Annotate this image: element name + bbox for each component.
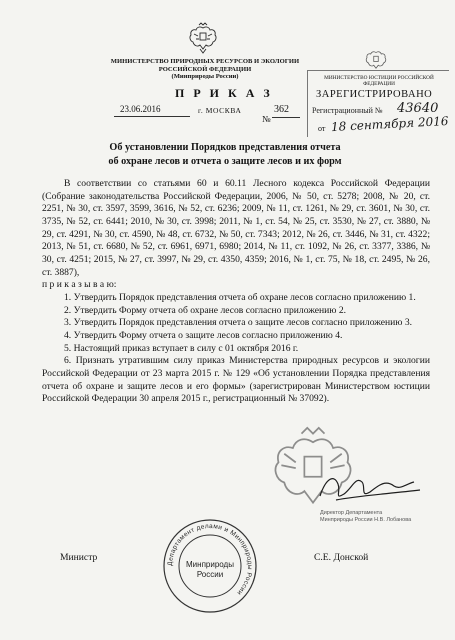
- seal-ring-text: Департамент делами и Минприроды России: [166, 522, 254, 597]
- signature-scribble: [316, 470, 426, 510]
- justice-emblem-icon: [364, 48, 388, 72]
- stamp-from-value: 18 сентября 2016: [330, 113, 449, 135]
- seal-center-line-2: России: [196, 570, 224, 579]
- seal-center-line-1: Минприроды: [186, 560, 234, 569]
- title-line-2: об охране лесов и отчета о защите лесов и их форм: [108, 156, 342, 167]
- order-number: 362: [274, 104, 289, 115]
- russian-emblem-icon: [188, 22, 218, 54]
- order-city: г. МОСКВА: [198, 106, 242, 115]
- preamble-paragraph: В соответствии со статьями 60 и 60.11 Лесного кодекса Российской Федерации (Собрание законодательства Российской Федерации, 2006, № 50, ст. 5278; 2008, № 20, ст. 2251, № 30, ст. 3597, 3599, 3616, № 52, ст. 6236; 2009, № 11, ст. 1261, № 29, ст. 3601, № 30, ст. 3735, № 52, ст. 6441; 2010, № 30, ст. 3998; 2011, № 1, ст. 54, № 25, ст. 3530, № 27, ст. 3880, № 29, ст. 4291, № 30, ст. 4590, № 48, ст. 6732, № 50, ст. 7343; 2012, № 26, ст. 3446, № 31, ст. 4322; 2013, № 51, ст. 6680, № 52, ст. 6961, 6971, 6980; 2014, № 11, ст. 1092, № 26, ст. 3377, 3386, № 30, ст. 4251; 2015, № 27, ст. 3997, № 29, ст. 4350, 4359; 2016, № 1, ст. 75, № 18, ст. 2495, № 26, ст. 3887),: [42, 178, 430, 278]
- order-date: 23.06.2016: [120, 104, 161, 114]
- number-underline: [272, 117, 300, 118]
- stamp-reg-no-label: Регистрационный №: [312, 106, 383, 115]
- order-item-3: 3. Утвердить Порядок представления отчета о защите лесов согласно приложению 3.: [64, 317, 413, 329]
- stamp-from-label: от: [318, 124, 326, 133]
- document-body: [42, 178, 430, 406]
- order-item-5: 5. Настоящий приказ вступает в силу с 01 октября 2016 г.: [64, 342, 299, 354]
- signatory-name: С.Е. Донской: [314, 552, 369, 563]
- stamp-registered-label: ЗАРЕГИСТРИРОВАНО: [316, 89, 433, 100]
- ministry-header: [100, 58, 310, 81]
- order-item-6: 6. Признать утратившим силу приказ Министерства природных ресурсов и экологии Российской Федерации от 23 марта 2015 г. № 129 «Об установлении Порядка представления отчета об охране и защите лесов и его формы» (зарегистрирован Министерством юстиции Российской Федерации 30 апреля 2015 г., регистрационный № 37092).: [42, 355, 430, 405]
- order-item-1: 1. Утвердить Порядок представления отчета об охране лесов согласно приложению 1.: [64, 291, 416, 303]
- stamp-reg-no-value: 43640: [397, 101, 439, 116]
- ministry-line-2: РОССИЙСКОЙ ФЕДЕРАЦИИ: [158, 65, 252, 73]
- title-line-1: Об установлении Порядков представления отчета: [109, 142, 341, 153]
- order-clause: п р и к а з ы в а ю:: [42, 279, 117, 291]
- ministry-line-3: (Минприроды России): [171, 73, 239, 81]
- order-heading: П Р И К А З: [175, 86, 273, 100]
- copy-stamp-line-1: Директор Департамента: [320, 510, 383, 516]
- document-title: [60, 141, 390, 169]
- signatory-position: Министр: [60, 552, 98, 563]
- order-item-2: 2. Утвердить Форму отчета об охране лесов согласно приложению 2.: [64, 304, 347, 316]
- copy-stamp: [320, 510, 411, 524]
- number-sign: №: [262, 114, 271, 124]
- stamp-ministry-name: МИНИСТЕРСТВО ЮСТИЦИИ РОССИЙСКОЙ ФЕДЕРАЦИИ: [324, 75, 434, 87]
- date-underline: [114, 116, 190, 117]
- copy-stamp-line-2: Минприроды России Н.В. Лобанова: [320, 517, 412, 523]
- order-item-4: 4. Утвердить Форму отчета о защите лесов согласно приложению 4.: [64, 329, 343, 341]
- ministry-line-1: МИНИСТЕРСТВО ПРИРОДНЫХ РЕСУРСОВ И ЭКОЛОГИИ: [110, 58, 300, 65]
- round-seal-icon: [162, 518, 258, 614]
